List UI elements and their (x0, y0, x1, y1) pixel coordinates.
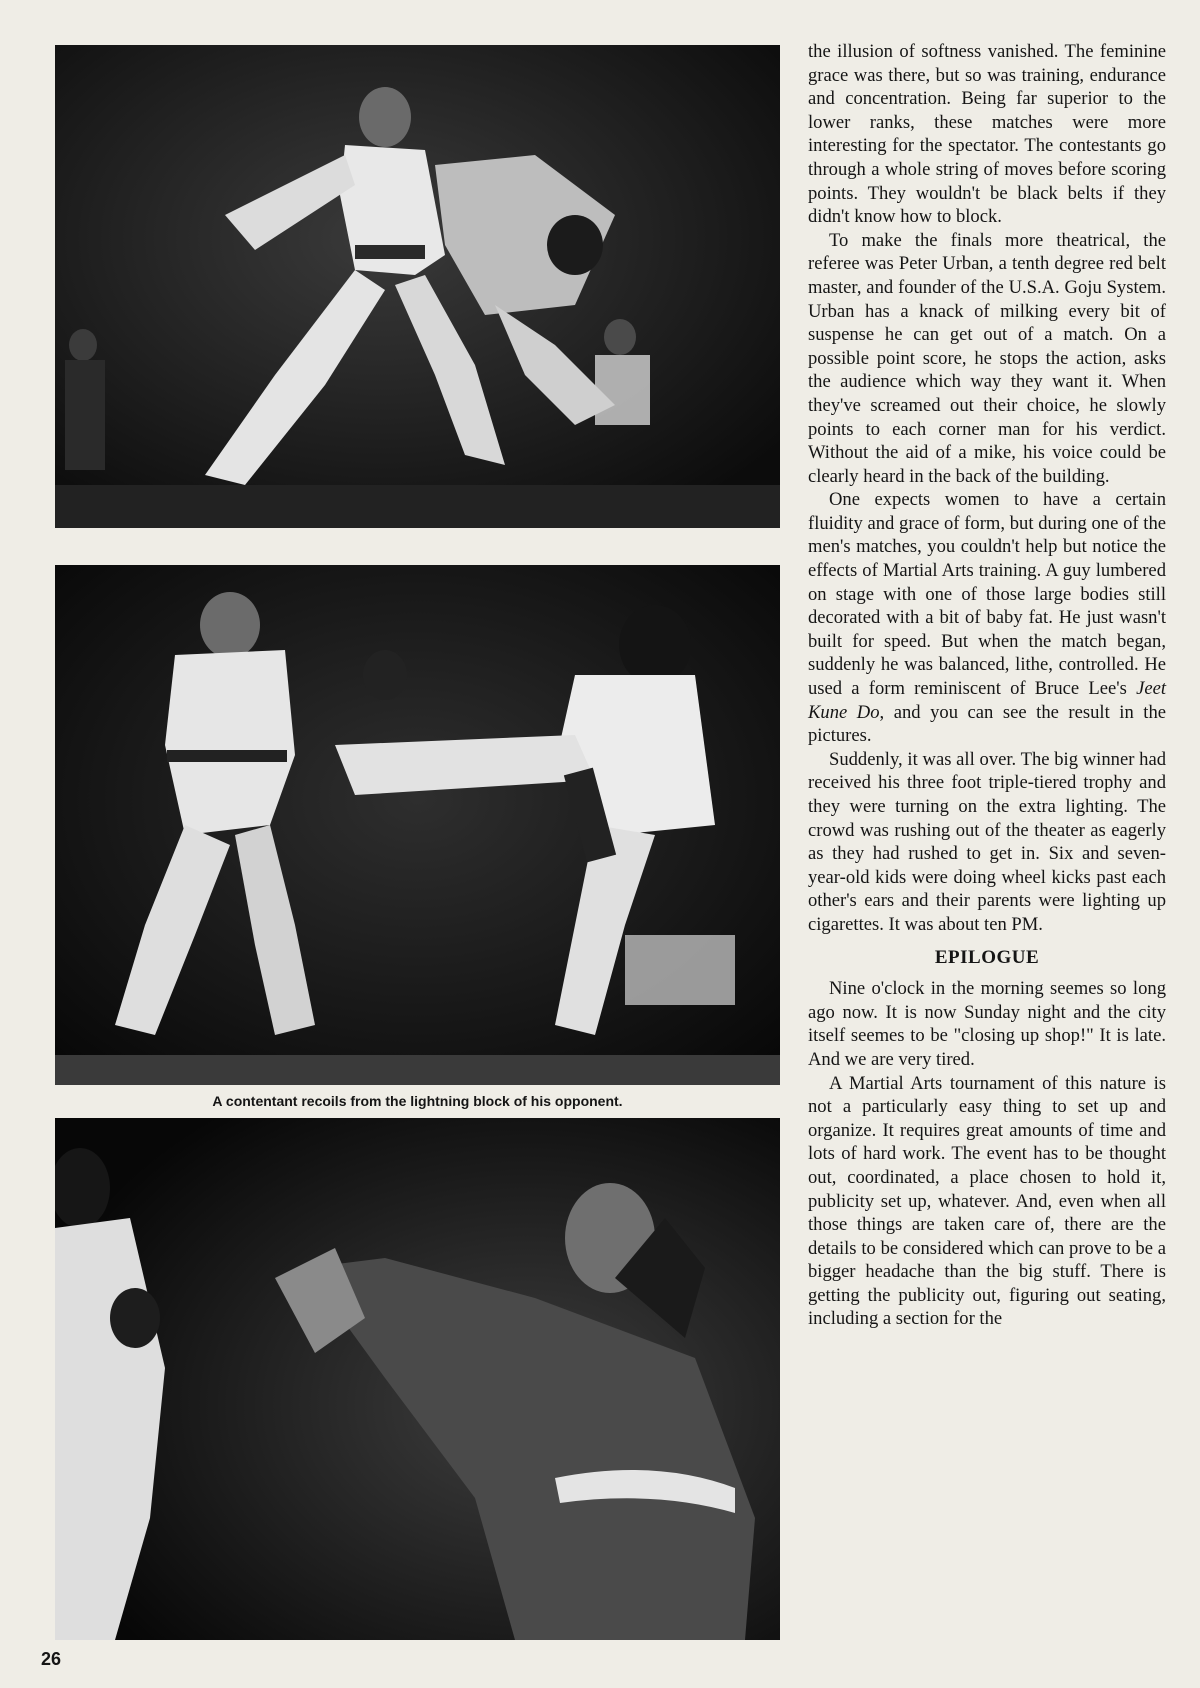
article-paragraph: Nine o'clock in the morning seemes so long ago now. It is now Sunday night and the city itself seemes to be "closing up shop!" It is late. And we are very tired. (808, 978, 1166, 1070)
article-column (808, 40, 1166, 1331)
article-text: One expects women to have a certain fluidity and grace of form, but during one of the men's matches, you couldn't help but notice the effects of Martial Arts training. A guy lumbered on stage with one of those large bodies still decorated with a bit of baby fat. He just wasn't built for speed. But when the match began, suddenly he was balanced, lithe, controlled. He used a form reminiscent of Bruce Lee's (808, 489, 1166, 700)
section-heading: EPILOGUE (934, 946, 1040, 968)
article-paragraph: A Martial Arts tournament of this nature is not a particularly easy thing to set up and organize. It requires great amounts of time and lots of hard work. The event has to be thought out, coordinated, a place chosen to hold it, publicity set up, whatever. And, even when all those things are taken care of, there are the details to be considered which can prove to be a bigger headache than the big stuff. There is getting the publicity out, figuring out seating, including a section for the (808, 1072, 1166, 1330)
article-text: , and you can see the result in the pictures. (808, 701, 1167, 747)
article-paragraph: the illusion of softness vanished. The feminine grace was there, but so was training, endurance and concentration. Being far superior to the lower ranks, these matches were more interesting for the spectator. The contestants go through a whole string of moves before scoring points. They wouldn't be black belts if they didn't know how to block. (808, 41, 1166, 228)
page-number: 26 (41, 1649, 62, 1669)
martial-art-name: Jeet Kune Do (808, 678, 1166, 723)
article-paragraph (808, 488, 1166, 748)
photo-close-exchange (55, 1118, 780, 1640)
photo-sparring-midair (55, 45, 780, 528)
article-paragraph: To make the finals more theatrical, the referee was Peter Urban, a tenth degree red belt master, and founder of the U.S.A. Goju System. Urban has a knack of milking every bit of suspense he can get out of a match. On a possible point score, he stops the action, asks the audience which way they want it. When they've screamed out their choice, he slowly points to each corner man for his verdict. Without the aid of a mike, his voice could be clearly heard in the back of the building. (808, 229, 1166, 487)
photo-caption: A contentant recoils from the lightning block of his opponent. (212, 1093, 623, 1109)
photo-side-kick (55, 565, 780, 1085)
article-paragraph: Suddenly, it was all over. The big winner had received his three foot triple-tiered trophy and they were turning on the extra lighting. The crowd was rushing out of the theater as eagerly as they had rushed to get in. Six and seven-year-old kids were doing wheel kicks past each other's ears and their parents were lighting up cigarettes. It was about ten PM. (808, 748, 1166, 935)
